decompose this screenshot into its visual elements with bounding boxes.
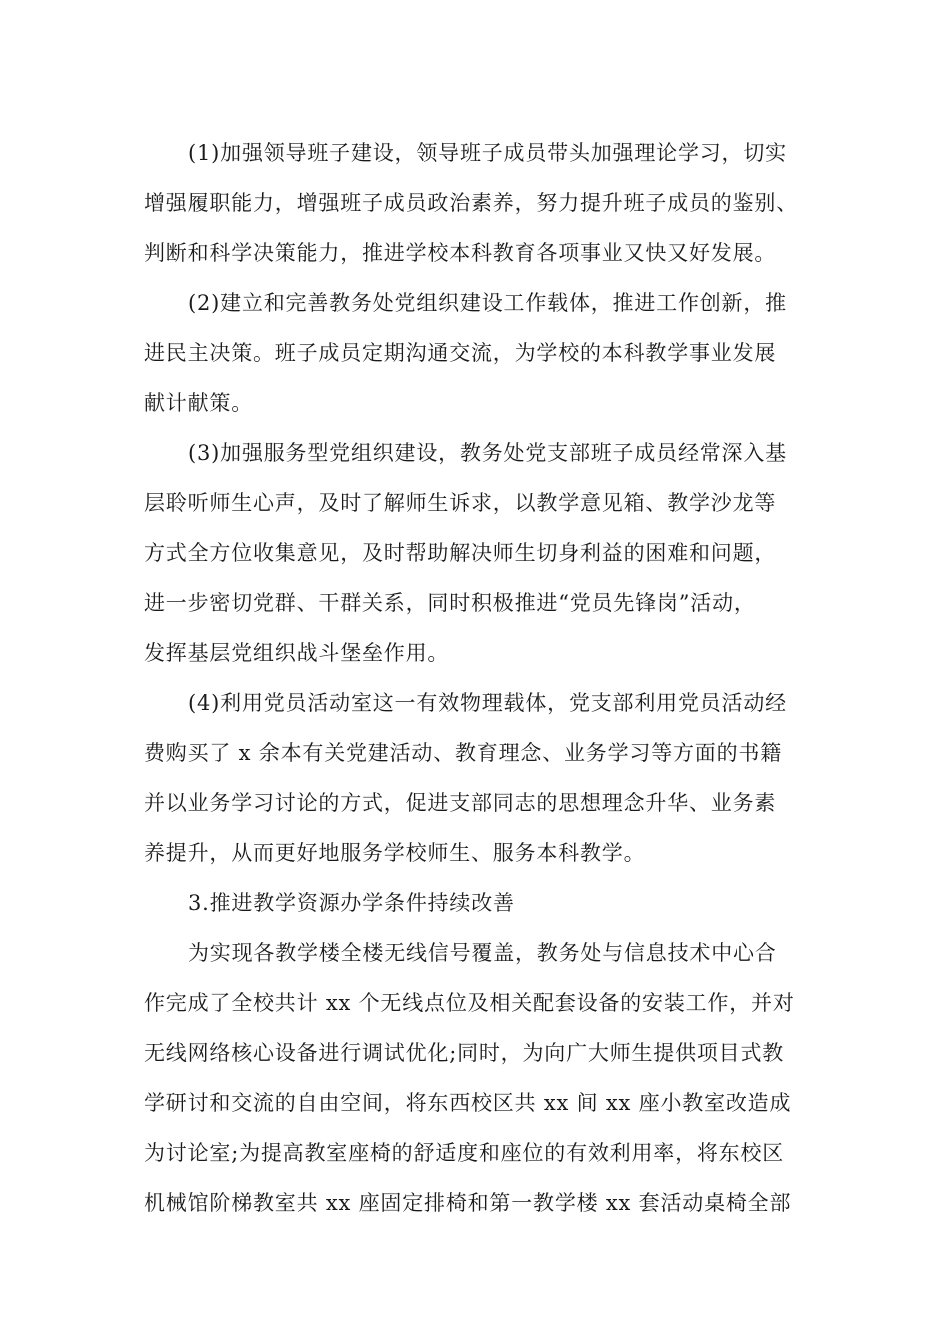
heading-line: 3.推进教学资源办学条件持续改善 xyxy=(188,891,515,915)
section-heading xyxy=(144,878,814,928)
text-line: 判断和科学决策能力，推进学校本科教育各项事业又快又好发展。 xyxy=(144,241,777,265)
text-line: (3)加强服务型党组织建设，教务处党支部班子成员经常深入基 xyxy=(188,441,787,465)
text-line: 作完成了全校共计 xx 个无线点位及相关配套设备的安装工作，并对 xyxy=(144,991,795,1015)
text-line: 为实现各教学楼全楼无线信号覆盖，教务处与信息技术中心合 xyxy=(188,941,777,965)
text-line: (4)利用党员活动室这一有效物理载体，党支部利用党员活动经 xyxy=(188,691,787,715)
text-line: 学研讨和交流的自由空间，将东西校区共 xx 间 xx 座小教室改造成 xyxy=(144,1091,792,1115)
text-line: 养提升，从而更好地服务学校师生、服务本科教学。 xyxy=(144,841,646,865)
text-line: 机械馆阶梯教室共 xx 座固定排椅和第一教学楼 xx 套活动桌椅全部 xyxy=(144,1191,792,1215)
text-line: 层聆听师生心声，及时了解师生诉求，以教学意见箱、教学沙龙等 xyxy=(144,491,777,515)
text-line: 费购买了 x 余本有关党建活动、教育理念、业务学习等方面的书籍 xyxy=(144,741,782,765)
text-line: 为讨论室;为提高教室座椅的舒适度和座位的有效利用率，将东校区 xyxy=(144,1141,785,1165)
paragraph-3 xyxy=(144,428,814,678)
text-line: (2)建立和完善教务处党组织建设工作载体，推进工作创新，推 xyxy=(188,291,787,315)
paragraph-1 xyxy=(144,128,814,278)
paragraph-2 xyxy=(144,278,814,428)
text-line: 并以业务学习讨论的方式，促进支部同志的思想理念升华、业务素 xyxy=(144,791,777,815)
text-line: (1)加强领导班子建设，领导班子成员带头加强理论学习，切实 xyxy=(188,141,787,165)
paragraph-4 xyxy=(144,678,814,878)
document-body xyxy=(144,128,814,1228)
text-line: 进一步密切党群、干群关系，同时积极推进“党员先锋岗”活动， xyxy=(144,591,756,615)
text-line: 进民主决策。班子成员定期沟通交流，为学校的本科教学事业发展 xyxy=(144,341,777,365)
text-line: 增强履职能力，增强班子成员政治素养，努力提升班子成员的鉴别、 xyxy=(144,191,798,215)
text-line: 方式全方位收集意见，及时帮助解决师生切身利益的困难和问题， xyxy=(144,541,777,565)
text-line: 无线网络核心设备进行调试优化;同时，为向广大师生提供项目式教 xyxy=(144,1041,785,1065)
text-line: 献计献策。 xyxy=(144,391,253,415)
paragraph-5 xyxy=(144,928,814,1228)
text-line: 发挥基层党组织战斗堡垒作用。 xyxy=(144,641,450,665)
